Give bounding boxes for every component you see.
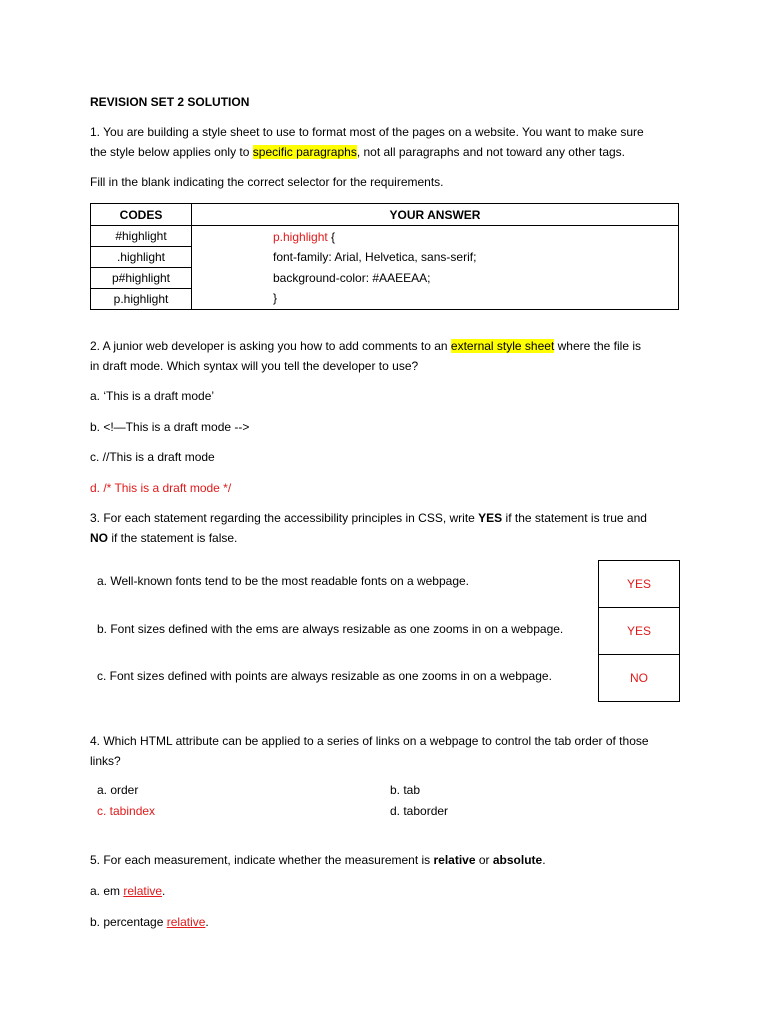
document-title: REVISION SET 2 SOLUTION (90, 95, 250, 109)
q2-option-a: a. ‘This is a draft mode’ (90, 389, 215, 403)
q1-instruction: Fill in the blank indicating the correct selector for the requirements. (90, 175, 444, 189)
q2-option-c: c. //This is a draft mode (90, 450, 215, 464)
q1-highlight: specific paragraphs (252, 145, 357, 159)
q2-text-line2: in draft mode. Which syntax will you tell the developer to use? (90, 359, 419, 373)
q2-highlight: external style sheet (450, 339, 555, 353)
q4-option-d: d. taborder (390, 804, 449, 818)
q4-option-a: a. order (97, 783, 139, 797)
answer-line-3: background-color: #AAEEAA; (273, 270, 431, 285)
q3-answer-box-b (598, 607, 680, 655)
q3-statement-b: b. Font sizes defined with the ems are always resizable as one zooms in on a webpage. (97, 622, 564, 636)
q5-text: 5. For each measurement, indicate whether the measurement is relative or absolute. (90, 853, 546, 867)
answer-line-4: } (273, 290, 278, 305)
q4-option-c-answer: c. tabindex (97, 804, 156, 818)
q1-text-line1: 1. You are building a style sheet to use to format most of the pages on a website. You want to make sure (90, 125, 644, 139)
q4-option-b: b. tab (390, 783, 421, 797)
q2-text-line1: 2. A junior web developer is asking you how to add comments to an external style sheet where the file is (90, 339, 641, 353)
code-cell: .highlight (91, 247, 192, 268)
q3-answer-c: NO (630, 671, 648, 685)
q5-answer-a: relative (123, 884, 163, 898)
q3-answer-b: YES (626, 624, 651, 638)
selector-table (90, 203, 679, 310)
q3-answer-a: YES (626, 577, 651, 591)
code-cell: p#highlight (91, 268, 192, 289)
q3-statement-a: a. Well-known fonts tend to be the most readable fonts on a webpage. (97, 574, 470, 588)
answer-line-1: p.highlight { (273, 229, 336, 244)
answer-cell (192, 226, 679, 310)
table-row (91, 226, 679, 247)
code-cell: #highlight (91, 226, 192, 247)
codes-header: CODES (91, 204, 192, 226)
q4-text-line1: 4. Which HTML attribute can be applied to a series of links on a webpage to control the tab order of those (90, 734, 649, 748)
q5-item-b: b. percentage relative. (90, 915, 209, 929)
q3-statement-c: c. Font sizes defined with points are always resizable as one zooms in on a webpage. (97, 669, 552, 683)
table-header-row (91, 204, 679, 226)
q2-answer: d. /* This is a draft mode */ (90, 481, 232, 495)
code-cell: p.highlight (91, 289, 192, 310)
q3-text-line2: NO if the statement is false. (90, 531, 238, 545)
answer-line-2: font-family: Arial, Helvetica, sans-serif; (273, 249, 477, 264)
q5-answer-b: relative (166, 915, 206, 929)
q3-text-line1: 3. For each statement regarding the accessibility principles in CSS, write YES if the statement is true and (90, 511, 647, 525)
q5-item-a: a. em relative. (90, 884, 166, 898)
q4-text-line2: links? (90, 754, 121, 768)
q1-text-line2: the style below applies only to specific paragraphs, not all paragraphs and not toward any other tags. (90, 145, 625, 159)
answer-selector: p.highlight (273, 229, 328, 244)
q3-answer-box-a (598, 560, 680, 608)
q2-option-b: b. <!—This is a draft mode --> (90, 420, 250, 434)
q3-answer-box-c (598, 654, 680, 702)
answer-header: YOUR ANSWER (192, 204, 679, 226)
